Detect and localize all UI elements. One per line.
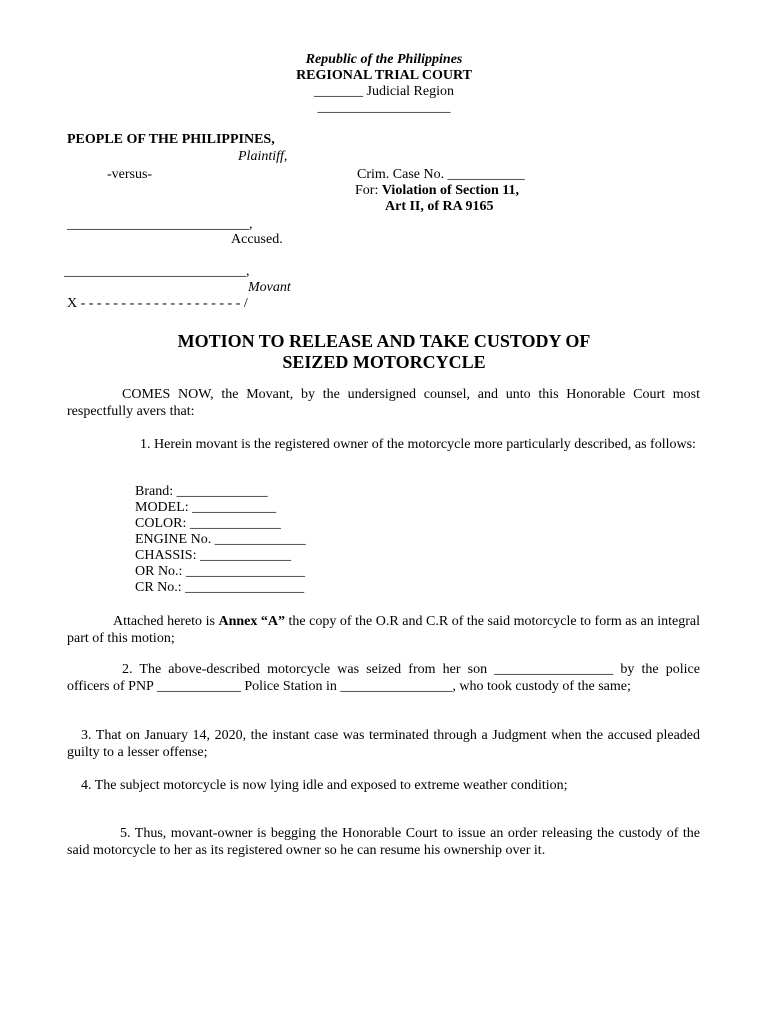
- case-for: [355, 183, 519, 199]
- motion-title-line1: MOTION TO RELEASE AND TAKE CUSTODY OF: [177, 331, 591, 351]
- judicial-region: _______ Judicial Region: [314, 84, 454, 99]
- attached-text-pre: Attached hereto is: [113, 614, 219, 629]
- court-name: REGIONAL TRIAL COURT: [296, 68, 472, 83]
- paragraph-2: 2. The above-described motorcycle was seized from her son _________________ by the police officers of PNP ____________ Police Station in ________________, who took custody of the same;: [67, 662, 700, 694]
- motion-title-line2: SEIZED MOTORCYCLE: [282, 352, 486, 372]
- accused-blank: __________________________,: [67, 217, 253, 232]
- field-chassis: CHASSIS: _____________: [135, 548, 291, 563]
- movant-role: Movant: [248, 280, 291, 295]
- annex-a-ref: Annex “A”: [218, 614, 285, 629]
- case-for-label: For:: [355, 183, 382, 198]
- field-color: COLOR: _____________: [135, 516, 281, 531]
- field-model: MODEL: ____________: [135, 500, 277, 515]
- plaintiff-name: PEOPLE OF THE PHILIPPINES,: [67, 132, 275, 147]
- republic-line: Republic of the Philippines: [305, 52, 463, 67]
- paragraph-3: 3. That on January 14, 2020, the instant case was terminated through a Judgment when the accused pleaded guilty to a lesser offense;: [67, 728, 700, 760]
- field-engine: ENGINE No. _____________: [135, 532, 306, 547]
- movant-blank: __________________________,: [64, 264, 250, 279]
- attached-text-post: the copy of the O.R and C.R of the said motorcycle to form as an integral part of this motion;: [67, 614, 700, 646]
- versus-label: -versus-: [107, 167, 153, 182]
- caption-closing-line: X - - - - - - - - - - - - - - - - - - - - /: [67, 296, 248, 311]
- case-for-offense-line2: Art II, of RA 9165: [385, 199, 494, 214]
- attached-paragraph: [67, 614, 700, 647]
- case-number: Crim. Case No. ___________: [357, 167, 525, 182]
- paragraph-1: 1. Herein movant is the registered owner of the motorcycle more particularly described, as follows:: [140, 437, 696, 452]
- intro-paragraph: COMES NOW, the Movant, by the undersigned counsel, and unto this Honorable Court most respectfully avers that:: [67, 387, 700, 419]
- paragraph-5: 5. Thus, movant-owner is begging the Honorable Court to issue an order releasing the custody of the said motorcycle to her as its registered owner so he can resume his ownership over it.: [67, 826, 700, 858]
- header-underline: ___________________: [317, 100, 451, 115]
- field-or: OR No.: _________________: [135, 564, 305, 579]
- case-for-offense: Violation of Section 11,: [381, 183, 519, 198]
- plaintiff-role: Plaintiff,: [238, 149, 288, 164]
- accused-role: Accused.: [231, 232, 283, 247]
- field-brand: Brand: _____________: [135, 484, 268, 499]
- paragraph-4: 4. The subject motorcycle is now lying idle and exposed to extreme weather condition;: [81, 778, 568, 793]
- field-cr: CR No.: _________________: [135, 580, 305, 595]
